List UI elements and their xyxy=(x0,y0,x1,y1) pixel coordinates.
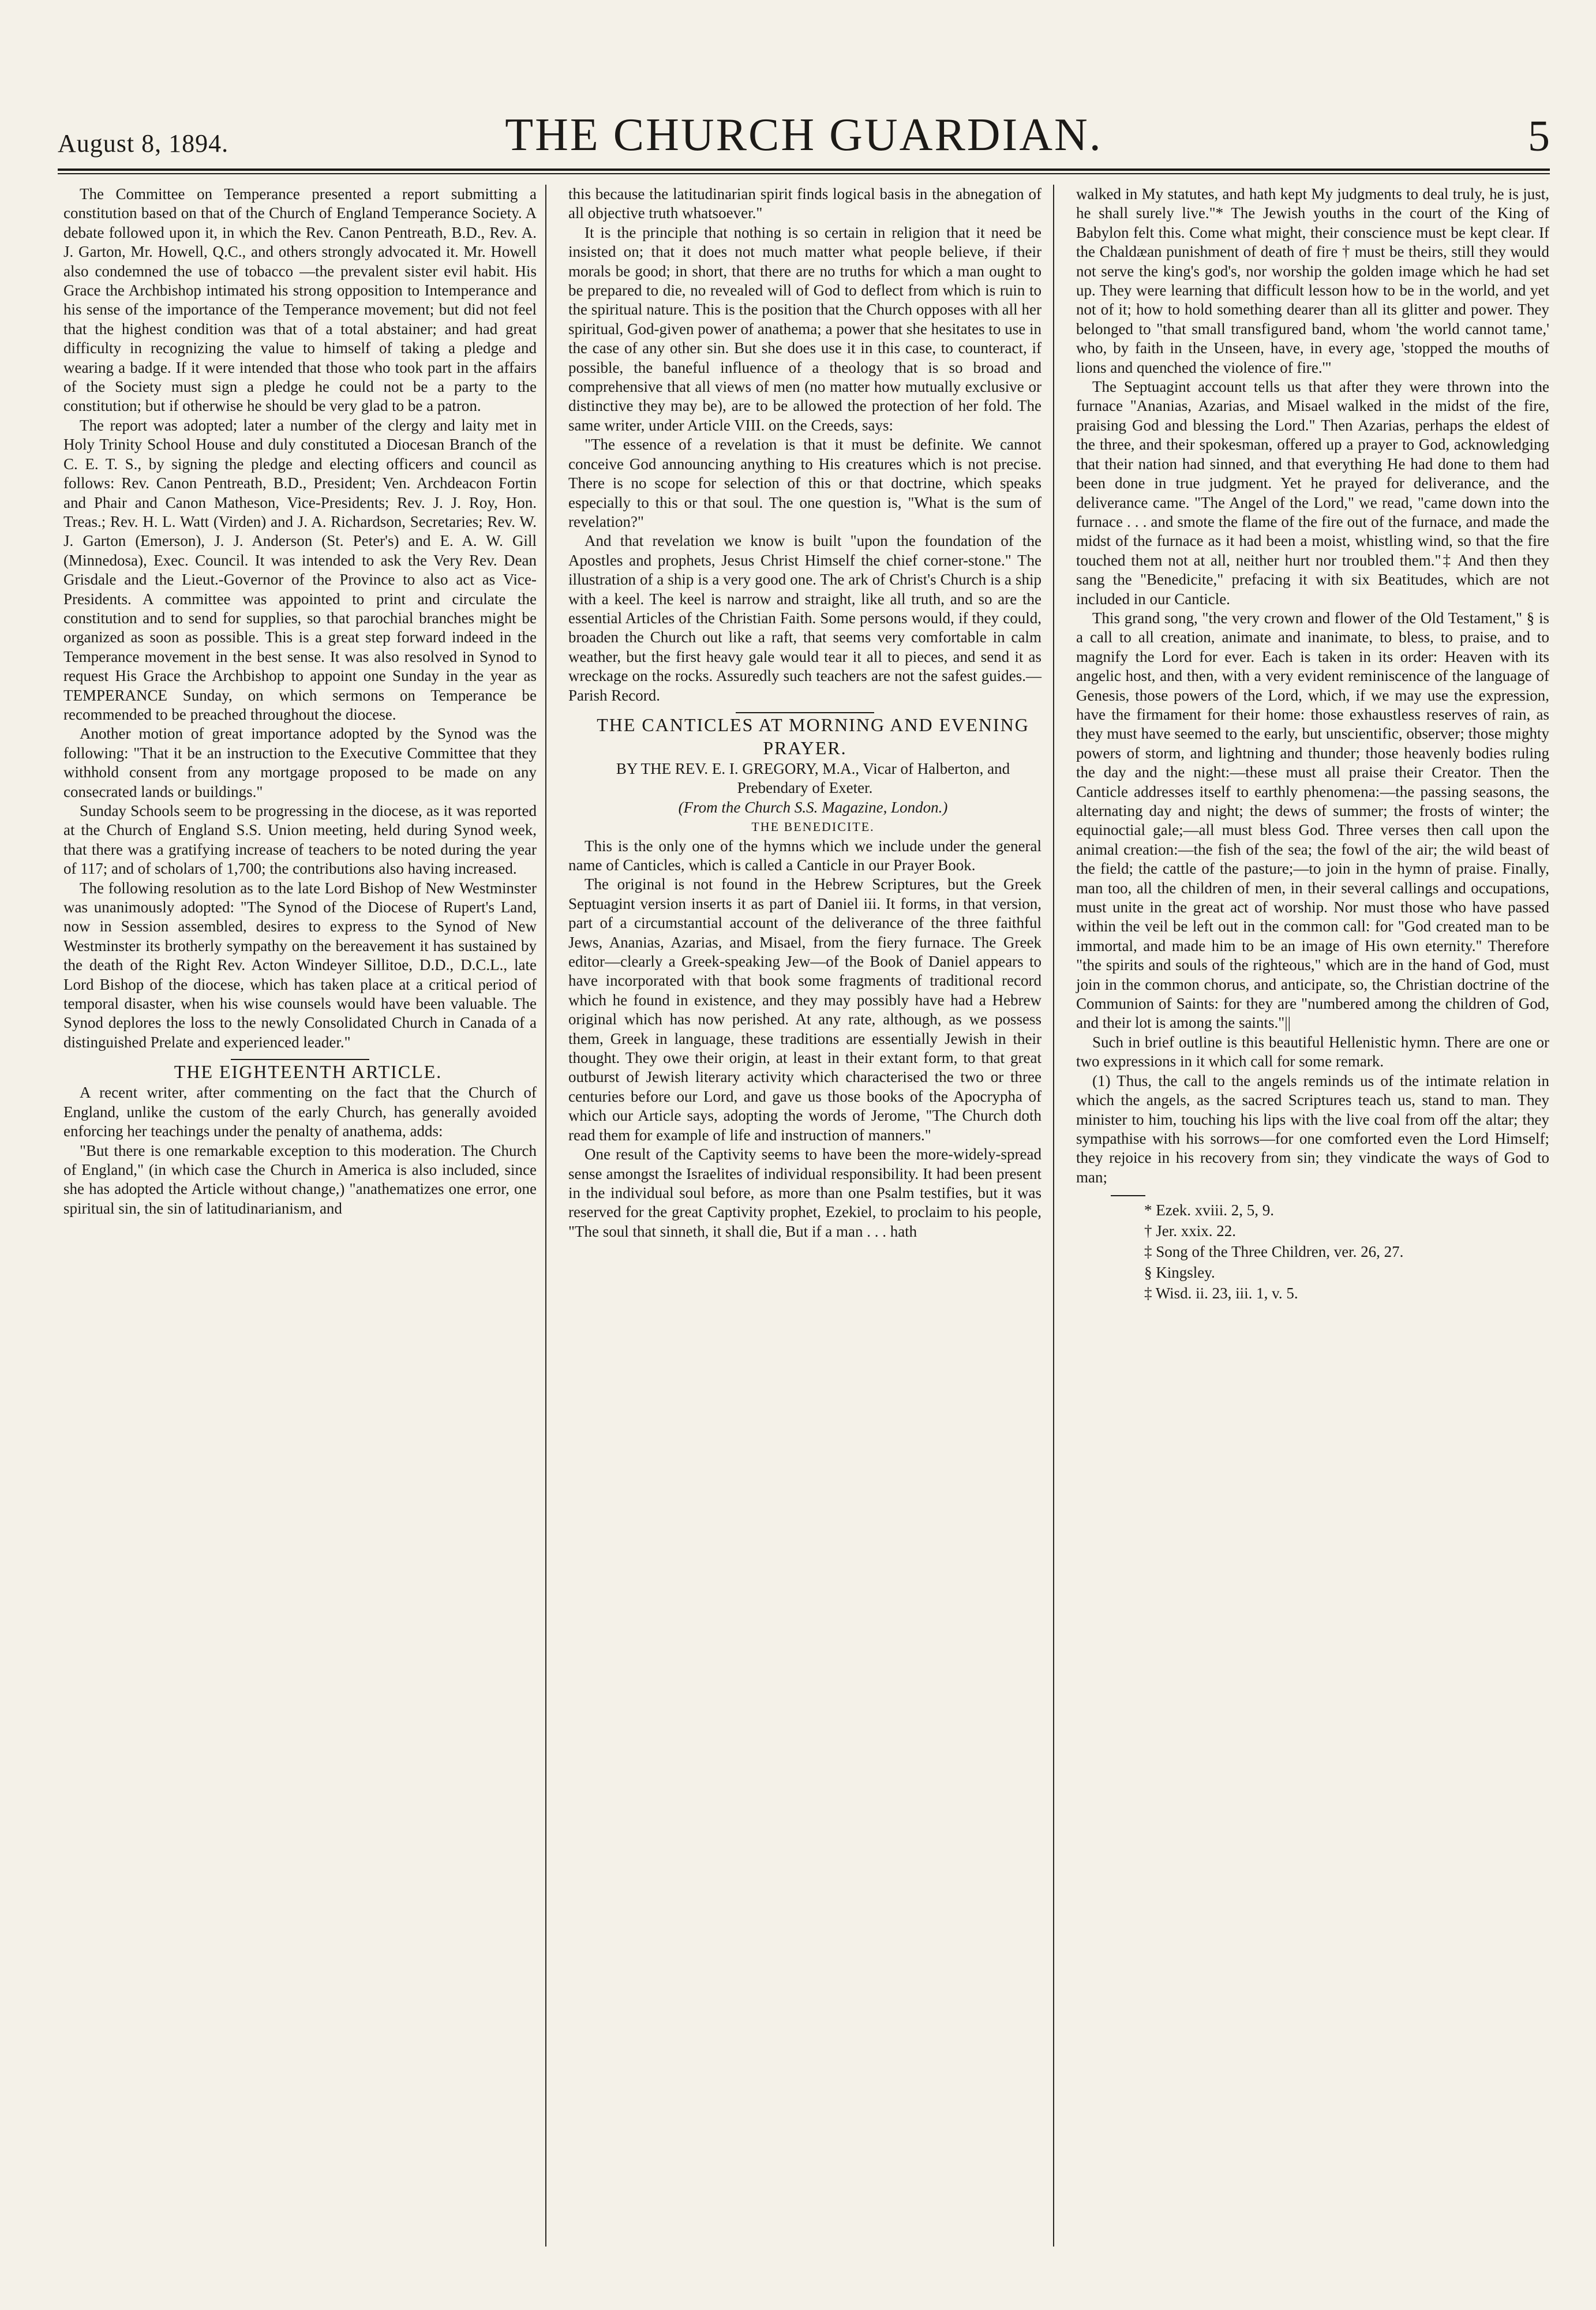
article-paragraph: (1) Thus, the call to the angels reminds us of the intimate relation in which the angels, as the sacred Scriptures teach us, stand to man. They minister to him, touching his lips with the live coal from off the altar; they sympathise with his sorrows—for one comforted even the Lord Himself; they rejoice in his recovery from sin; they vindicate the ways of God to man; xyxy=(1076,1072,1549,1186)
article-paragraph: "The essence of a revelation is that it must be definite. We cannot conceive God announcing anything to His creatures which is not precise. There is no scope for selection of this or that doctrine, which speaks especially to this or that soul. The one question is, "What is the sum of revelation?" xyxy=(568,436,1041,530)
column-1 xyxy=(63,185,537,1218)
article-paragraph: this because the latitudinarian spirit finds logical basis in the abnegation of all objective truth whatsoever." xyxy=(568,185,1041,222)
article-paragraph: The original is not found in the Hebrew Scriptures, but the Greek Septuagint version inserts it as part of Daniel iii. It forms, in that version, part of a circumstantial account of the deliverance of the three faithful Jews, Ananias, Azarias, and Misael, from the fiery furnace. The Greek editor—clearly a Greek-speaking Jew—of the Book of Daniel appears to have incorporated with that book some fragments of traditional record which he found in existence, and they may possibly have had a Hebrew original which has now perished. At any rate, although, as we possess them, Greek in language, these traditions are essentially Jewish in their thought. They owe their origin, at least in their extant form, to that great outburst of Jewish literary activity which characterised the two or three centuries before our Lord, and gave us those books of the Apocrypha of which our Article says, adopting the words of Jerome, "The Church doth read them for example of life and instruction of manners." xyxy=(568,875,1041,1144)
article-paragraph: The report was adopted; later a number of the clergy and laity met in Holy Trinity School House and duly constituted a Diocesan Branch of the C. E. T. S., by signing the pledge and electing officers and council as follows: Rev. Canon Pentreath, B.D., President; Ven. Archdeacon Fortin and Phair and Canon Matheson, Vice-Presidents; Rev. J. J. Roy, Hon. Treas.; Rev. H. L. Watt (Virden) and J. A. Richardson, Secretaries; Rev. W. J. Garton (Emerson), J. J. Anderson (St. Peter's) and E. A. W. Gill (Minnedosa), Exec. Council. It was intended to ask the Very Rev. Dean Grisdale and the Lieut.-Governor of the Province to also act as Vice-Presidents. A committee was appointed to print and circulate the constitution and to send for supplies, so that parochial branches might be organized as soon as possible. This is a great step forward indeed in the Temperance movement in the best sense. It was also resolved in Synod to request His Grace the Archbishop to appoint one Sunday in the year as TEMPERANCE Sunday, on which sermons on Temperance be recommended to be preached throughout the diocese. xyxy=(63,416,537,723)
article-paragraph: The Committee on Temperance presented a report submitting a constitution based on that of the Church of England Temperance Society. A debate followed upon it, in which the Rev. Canon Pentreath, B.D., Rev. A. J. Garton, Mr. Howell, Q.C., and others strongly advocated it. Mr. Howell also condemned the use of tobacco —the prevalent sister evil habit. His Grace the Archbishop intimated his strong opposition to Intemperance and his sense of the importance of the Temperance movement; but did not feel that the highest condition was that of a total abstainer; and had great difficulty in recognizing the value to himself of taking a pledge and wearing a badge. If it were intended that those who took part in the affairs of the Society must sign a pledge he could not be a party to the constitution; but if otherwise he should be very glad to be a patron. xyxy=(63,185,537,415)
article-heading: THE CANTICLES AT MORNING AND EVENING PRAYER. xyxy=(597,714,1029,758)
article-paragraph: This grand song, "the very crown and flower of the Old Testament," § is a call to all creation, animate and inanimate, to bless, to praise, and to magnify the Lord for ever. Each is taken in its order: Heaven with its angelic host, and then, with a very evident reminiscence of the language of Genesis, those powers of the Lord, which, if we may use the expression, have the firmament for their home: those exhaustless reserves of rain, as they must have seemed to the early, but unscientific, observer; those mighty powers of storm, and lightning and thunder; those heavenly bodies ruling the day and the night:—these must all praise their Creator. Then the Canticle addresses itself to earthly phenomena:—the passing seasons, the alternating day and night; the dews of summer; the frosts of winter; the equinoctial gale;—all must bless God. Three verses then call upon the animal creation:—the fish of the sea; the fowl of the air; the wild beast of the field; the cattle of the pasture;—to join in the hymn of praise. Finally, man too, all the children of men, in their several callings and occupations, must unite in the great act of worship. Nor must those who have passed within the veil be left out in the common call: for "God created man to be immortal, and made him to be an image of His own eternity." Therefore "the spirits and souls of the righteous," which are in the hand of God, must join in the common chorus, and anticipate, so, the Christian doctrine of the Communion of Saints: for they are "numbered among the children of God, and their lot is among the saints."|| xyxy=(1076,609,1549,1032)
footnote: ‡ Song of the Three Children, ver. 26, 27. xyxy=(1144,1243,1404,1261)
article-paragraph: This is the only one of the hymns which we include under the general name of Canticles, which is called a Canticle in our Prayer Book. xyxy=(568,837,1041,874)
masthead-rule-thin xyxy=(58,173,1550,174)
footnote: ‡ Wisd. ii. 23, iii. 1, v. 5. xyxy=(1144,1285,1298,1302)
footnote: * Ezek. xviii. 2, 5, 9. xyxy=(1144,1201,1274,1219)
column-2 xyxy=(568,185,1041,1241)
masthead-rule xyxy=(58,169,1550,171)
column-divider xyxy=(545,185,546,2247)
footnote-rule xyxy=(1111,1195,1145,1196)
article-subheading: THE BENEDICITE. xyxy=(751,819,875,834)
column-3 xyxy=(1076,185,1549,1304)
article-paragraph: Another motion of great importance adopted by the Synod was the following: "That it be an instruction to the Executive Committee that they withhold consent from any mortgage proposed to be made on any consecrated lands or buildings." xyxy=(63,725,537,800)
article-paragraph: walked in My statutes, and hath kept My judgments to deal truly, he is just, he shall surely live."* The Jewish youths in the court of the King of Babylon felt this. Come what might, their conscience must be kept clear. If the Chaldæan punishment of death of fire † must be theirs, still they would not serve the king's god's, nor worship the golden image which he had set up. They were learning that difficult lesson how to be in the world, and yet not of it; how to hold something dearer than all its glitter and power. They belonged to "that small transfigured band, whom 'the world cannot tame,' who, by faith in the Unseen, have, in every age, 'stopped the mouths of lions and quenched the violence of fire.'" xyxy=(1076,185,1549,376)
page-number: 5 xyxy=(1528,112,1550,160)
article-source: (From the Church S.S. Magazine, London.) xyxy=(678,798,948,816)
article-paragraph: The following resolution as to the late Lord Bishop of New Westminster was unanimously adopted: "The Synod of the Diocese of Rupert's Land, now in Session assembled, desires to express to the Synod of New Westminster its brotherly sympathy on the bereavement it has sustained by the death of the Right Rev. Acton Windeyer Sillitoe, D.D., D.C.L., late Lord Bishop of the diocese, which has taken place at a critical period of temporal disaster, when his wise counsels would have been valuable. The Synod deplores the loss to the newly Consolidated Church in Canada of a distinguished Prelate and experienced leader." xyxy=(63,879,537,1051)
article-paragraph: It is the principle that nothing is so certain in religion that it need be insisted on; that it does not much matter what people believe, if their morals be good; in short, that there are no truths for which a man ought to be prepared to die, no revealed will of God to deflect from which is ruin to the spiritual nature. This is the position that the Church opposes with all her spiritual, God-given power of anathema; a power that she hesitates to use in the case of any other sin. But she does use it in this case, to counteract, if possible, the baneful influence of a theology that is so broad and comprehensive that all views of men (no matter how mutually exclusive or distinctive they may be), are to be allowed the protection of her fold. The same writer, under Article VIII. on the Creeds, says: xyxy=(568,223,1041,434)
article-heading: THE EIGHTEENTH ARTICLE. xyxy=(174,1061,443,1083)
newspaper-title: THE CHURCH GUARDIAN. xyxy=(505,110,1103,160)
article-paragraph: Sunday Schools seem to be progressing in the diocese, as it was reported at the Church of England S.S. Union meeting, held during Synod week, that there was a gratifying increase of teachers to be noted during the year of 117; and of scholars of 1,700; the contributions also having increased. xyxy=(63,802,537,878)
masthead xyxy=(58,104,1550,162)
article-paragraph: A recent writer, after commenting on the fact that the Church of England, unlike the custom of the early Church, has generally avoided enforcing her teachings under the penalty of anathema, adds: xyxy=(63,1084,537,1140)
article-byline: BY THE REV. E. I. GREGORY, M.A., Vicar of Halberton, and Prebendary of Exeter. xyxy=(616,759,1010,797)
article-paragraph: Such in brief outline is this beautiful Hellenistic hymn. There are one or two expressions in it which call for some remark. xyxy=(1076,1033,1549,1070)
article-paragraph: One result of the Captivity seems to have been the more-widely-spread sense amongst the Israelites of individual responsibility. It had been present in the individual soul before, as more than one Psalm testifies, but it was reserved for the great Captivity prophet, Ezekiel, to proclaim to his people, "The soul that sinneth, it shall die, But if a man . . . hath xyxy=(568,1145,1041,1240)
column-divider xyxy=(1053,185,1054,2247)
article-paragraph: And that revelation we know is built "upon the foundation of the Apostles and prophets, Jesus Christ Himself the chief corner-stone." The illustration of a ship is a very good one. The ark of Christ's Church is a ship with a keel. The keel is narrow and straight, like all truth, and so are the essential Articles of the Christian Faith. Some persons would, if they could, broaden the Church out like a raft, that seems very comfortable in calm weather, but the first heavy gale would tear it all to pieces, and send it as wreckage on the rocks. Assuredly such teachers are not the safest guides.—Parish Record. xyxy=(568,532,1041,704)
footnote: § Kingsley. xyxy=(1144,1264,1215,1282)
footnote: † Jer. xxix. 22. xyxy=(1144,1222,1236,1240)
article-paragraph: The Septuagint account tells us that after they were thrown into the furnace "Ananias, Azarias, and Misael walked in the midst of the fire, praising God and blessing the Lord." Then Azarias, perhaps the eldest of the three, and their spokesman, offered up a prayer to God, acknowledging that their nation had sinned, and that everything He had done to them had been done in true judgment. Yet he prayed for deliverance, and the deliverance came. "The Angel of the Lord," we read, "came down into the furnace . . . and smote the flame of the fire out of the furnace, and made the midst of the furnace as it had been a moist, whistling wind, so that the fire touched them not at all, neither hurt nor troubled them."‡ And then they sang the "Benedicite," prefacing it with six Beatitudes, which are not included in our Canticle. xyxy=(1076,378,1549,608)
issue-date: August 8, 1894. xyxy=(58,129,229,158)
article-paragraph: "But there is one remarkable exception to this moderation. The Church of England," (in which case the Church in America is also included, since she has adopted the Article without change,) "anathematizes one error, one spiritual sin, the sin of latitudinarianism, and xyxy=(63,1141,537,1217)
